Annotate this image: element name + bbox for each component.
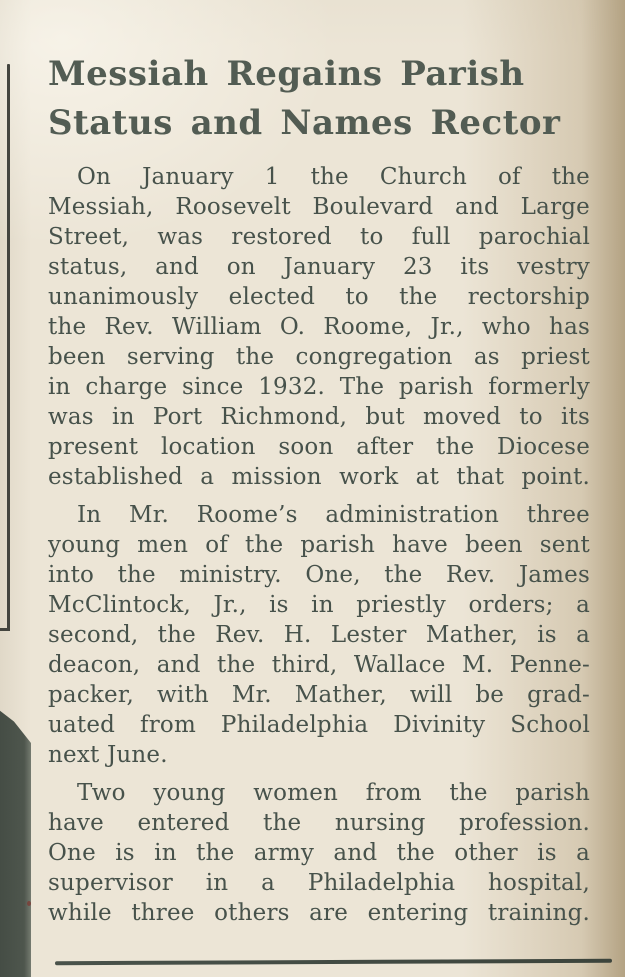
scan-speck: [27, 901, 31, 906]
scan-gutter-shadow: [0, 708, 31, 977]
text-line: established a mission work at that point.: [48, 464, 590, 490]
paragraph: [48, 500, 590, 770]
scan-frame-line-foot: [0, 628, 10, 631]
scan-frame-line: [7, 64, 10, 630]
text-line: was in Port Richmond, but moved to its: [48, 404, 590, 430]
text-line: have entered the nursing profession.: [48, 810, 590, 836]
text-line: the Rev. William O. Roome, Jr., who has: [48, 314, 590, 340]
section-divider-rule: [55, 959, 612, 965]
text-line: young men of the parish have been sent: [48, 532, 590, 558]
paragraph: [48, 162, 590, 492]
text-line: in charge since 1932. The parish formerly: [48, 374, 590, 400]
text-line: while three others are entering training.: [48, 900, 590, 926]
text-line: Two young women from the parish: [77, 780, 590, 806]
text-line: On January 1 the Church of the: [77, 164, 590, 190]
text-line: next June.: [48, 742, 168, 768]
text-line: been serving the congregation as priest: [48, 344, 590, 370]
text-line: Messiah, Roosevelt Boulevard and Large: [48, 194, 590, 220]
headline-line: Messiah Regains Parish: [48, 54, 525, 94]
text-line: uated from Philadelphia Divinity School: [48, 712, 590, 738]
text-line: present location soon after the Diocese: [48, 434, 590, 460]
text-line: packer, with Mr. Mather, will be grad-: [48, 682, 590, 708]
text-line: One is in the army and the other is a: [48, 840, 590, 866]
text-line: Street, was restored to full parochial: [48, 224, 590, 250]
text-line: unanimously elected to the rectorship: [48, 284, 590, 310]
text-line: deacon, and the third, Wallace M. Penne-: [48, 652, 590, 678]
text-line: In Mr. Roome’s administration three: [77, 502, 590, 528]
article-headline: [48, 50, 590, 148]
text-line: into the ministry. One, the Rev. James: [48, 562, 590, 588]
text-line: second, the Rev. H. Lester Mather, is a: [48, 622, 590, 648]
text-line: status, and on January 23 its vestry: [48, 254, 590, 280]
article: [48, 50, 590, 928]
text-line: McClintock, Jr., is in priestly orders; a: [48, 592, 590, 618]
text-line: supervisor in a Philadelphia hospital,: [48, 870, 590, 896]
headline-line: Status and Names Rector: [48, 103, 561, 143]
paragraph: [48, 778, 590, 928]
